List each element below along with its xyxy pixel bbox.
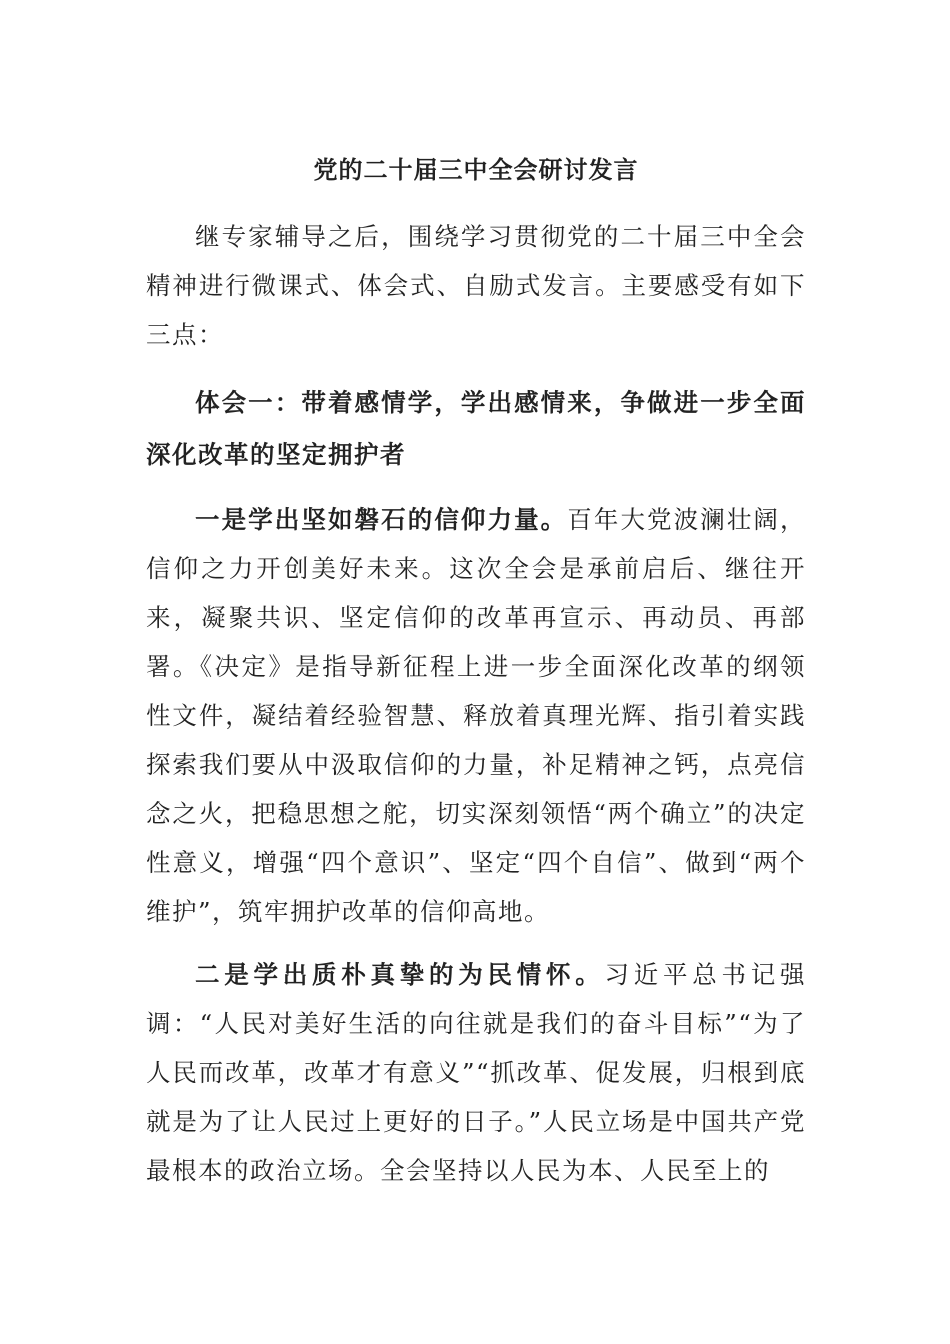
paragraph-faith bbox=[146, 495, 806, 936]
paragraph-body: 习近平总书记强调：“人民对美好生活的向往就是我们的奋斗目标”“为了人民而改革，改革才有意义”“抓改革、促发展，归根到底就是为了让人民过上更好的日子。”人民立场是中国共产党最根本的政治立场。全会坚持以人民为本、人民至上的 bbox=[146, 960, 806, 1185]
paragraph-people bbox=[146, 950, 806, 1195]
document-title: 党的二十届三中全会研讨发言 bbox=[313, 155, 639, 184]
paragraph-body: 百年大党波澜壮阔，信仰之力开创美好未来。这次全会是承前启后、继往开来，凝聚共识、坚定信仰的改革再宣示、再动员、再部署。《决定》是指导新征程上进一步全面深化改革的纲领性文件，凝结着经验智慧、释放着真理光辉、指引着实践探索我们要从中汲取信仰的力量，补足精神之钙，点亮信念之火，把稳思想之舵，切实深刻领悟“两个确立”的决定性意义，增强“四个意识”、坚定“四个自信”、做到“两个维护”，筑牢拥护改革的信仰高地。 bbox=[146, 505, 807, 926]
section-heading: 体会一：带着感情学，学出感情来，争做进一步全面深化改革的坚定拥护者 bbox=[146, 388, 806, 469]
intro-paragraph: 继专家辅导之后，围绕学习贯彻党的二十届三中全会精神进行微课式、体会式、自励式发言。主要感受有如下三点： bbox=[146, 222, 806, 349]
paragraph-lead: 二是学出质朴真挚的为民情怀。 bbox=[195, 960, 605, 989]
document-page bbox=[146, 150, 806, 1195]
paragraph-lead: 一是学出坚如磐石的信仰力量。 bbox=[195, 505, 568, 534]
